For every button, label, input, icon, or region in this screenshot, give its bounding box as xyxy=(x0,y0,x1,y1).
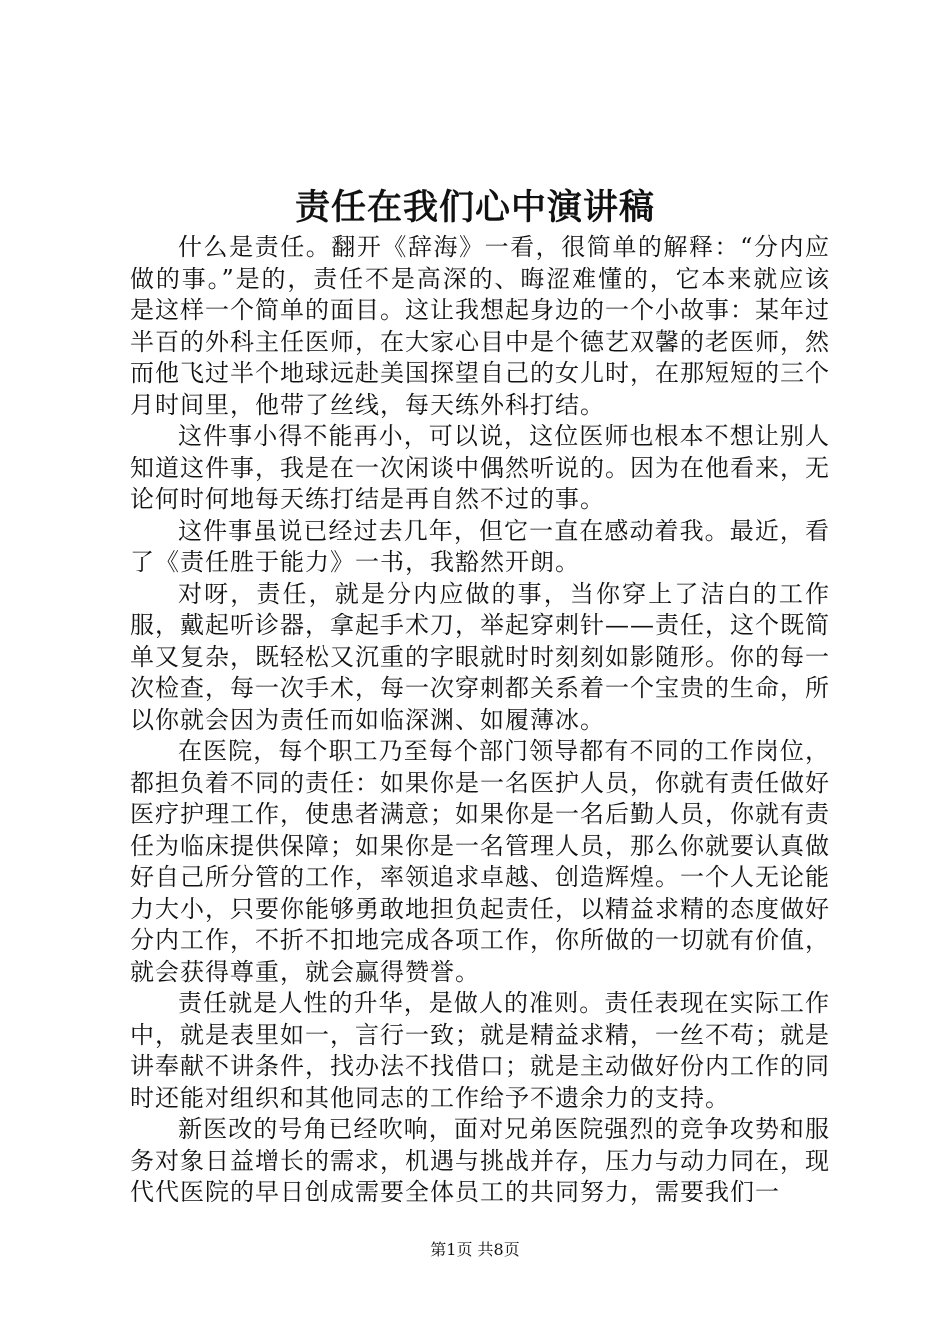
paragraph: 这件事小得不能再小，可以说，这位医师也根本不想让别人知道这件事，我是在一次闲谈中偶然听说的。因为在他看来，无论何时何地每天练打结是再自然不过的事。 xyxy=(130,422,830,513)
paragraph: 什么是责任。翻开《辞海》一看，很简单的解释：“分内应做的事。”是的，责任不是高深的、晦涩难懂的，它本来就应该是这样一个简单的面目。这让我想起身边的一个小故事：某年过半百的外科主任医师，在大家心目中是个德艺双馨的老医师，然而他飞过半个地球远赴美国探望自己的女儿时，在那短短的三个月时间里，他带了丝线，每天练外科打结。 xyxy=(130,233,830,419)
paragraph: 对呀，责任，就是分内应做的事，当你穿上了洁白的工作服，戴起听诊器，拿起手术刀，举起穿刺针——责任，这个既简单又复杂，既轻松又沉重的字眼就时时刻刻如影随形。你的每一次检查，每一次手术，每一次穿刺都关系着一个宝贵的生命，所以你就会因为责任而如临深渊、如履薄冰。 xyxy=(130,579,830,734)
page-number-footer: 第1页 共8页 xyxy=(430,1240,520,1259)
paragraph: 在医院，每个职工乃至每个部门领导都有不同的工作岗位，都担负着不同的责任：如果你是一名医护人员，你就有责任做好医疗护理工作，使患者满意；如果你是一名后勤人员，你就有责任为临床提供保障；如果你是一名管理人员，那么你就要认真做好自己所分管的工作，率领追求卓越、创造辉煌。一个人无论能力大小，只要你能够勇敢地担负起责任，以精益求精的态度做好分内工作，不折不扣地完成各项工作，你所做的一切就有价值，就会获得尊重，就会赢得赞誉。 xyxy=(130,737,830,986)
document-body xyxy=(130,232,830,1209)
paragraph: 新医改的号角已经吹响，面对兄弟医院强烈的竞争攻势和服务对象日益增长的需求，机遇与挑战并存，压力与动力同在，现代代医院的早日创成需要全体员工的共同努力，需要我们一 xyxy=(130,1115,830,1206)
paragraph: 责任就是人性的升华，是做人的准则。责任表现在实际工作中，就是表里如一，言行一致；就是精益求精，一丝不苟；就是讲奉献不讲条件，找办法不找借口；就是主动做好份内工作的同时还能对组织和其他同志的工作给予不遗余力的支持。 xyxy=(130,989,830,1112)
document-title: 责任在我们心中演讲稿 xyxy=(294,188,655,228)
paragraph: 这件事虽说已经过去几年，但它一直在感动着我。最近，看了《责任胜于能力》一书，我豁然开朗。 xyxy=(130,516,830,576)
